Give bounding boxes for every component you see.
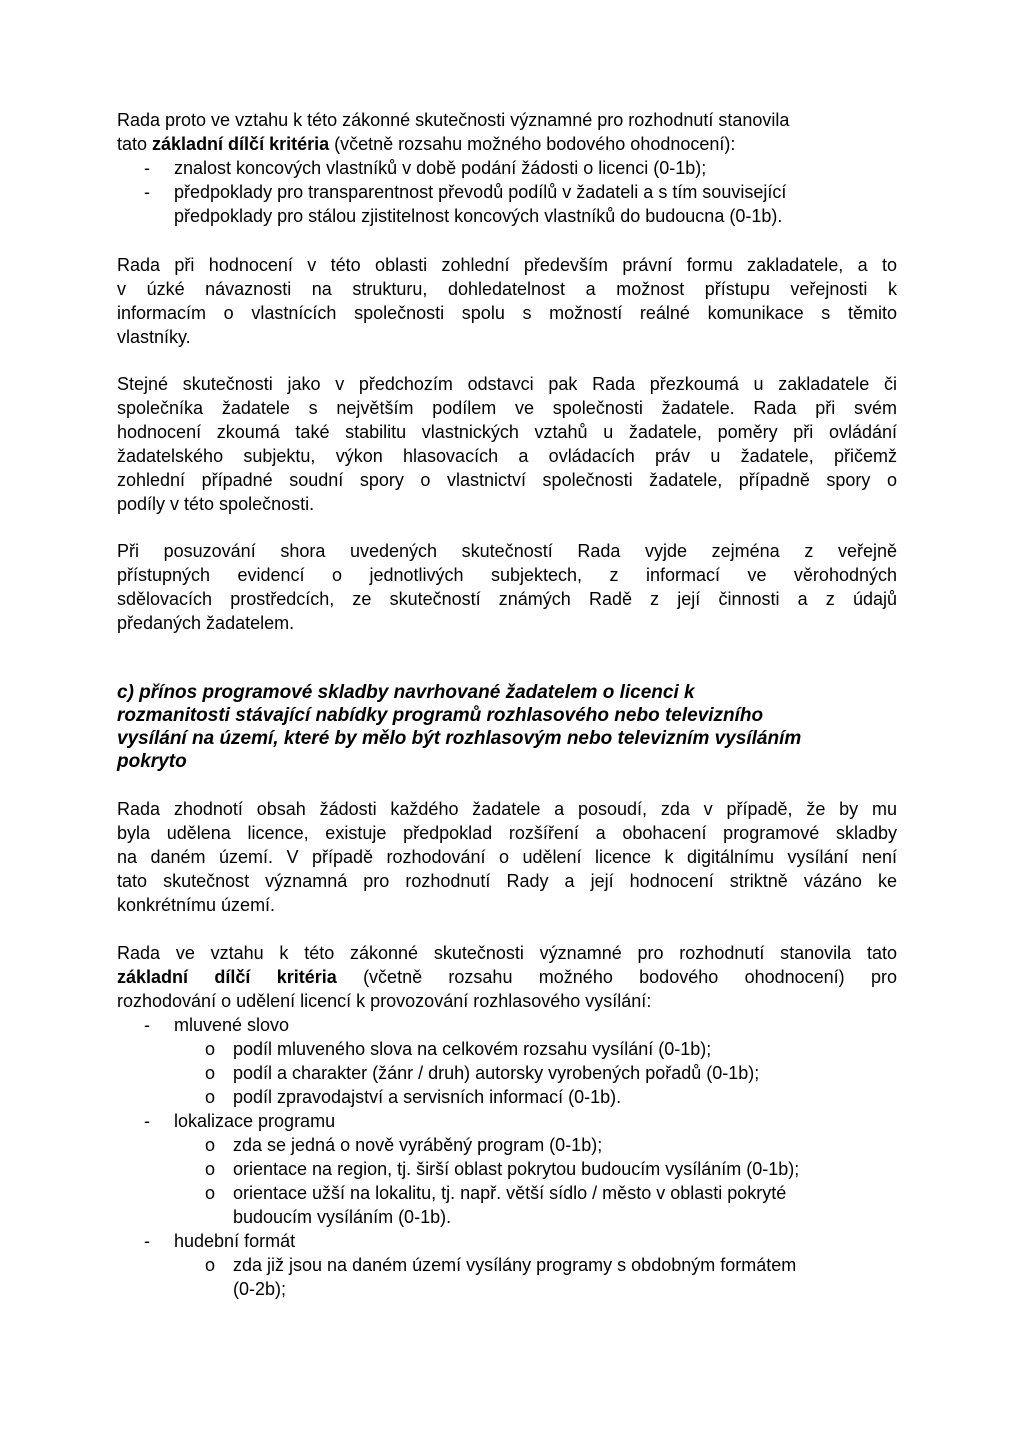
list-dash: - xyxy=(144,158,150,178)
criteria-subitem-text: (0-2b); xyxy=(233,1279,287,1299)
intro-item-2-line-1: předpoklady pro transparentnost převodů podílů v žadateli a s tím související xyxy=(174,182,787,202)
paragraph-3 xyxy=(117,539,897,635)
criteria-subitem xyxy=(117,1037,917,1061)
paragraph-line xyxy=(117,965,897,989)
paragraph-line: v úzké návaznosti na strukturu, dohledatelnost a možnost přístupu veřejnosti k xyxy=(117,279,897,299)
criteria-subitem xyxy=(117,1181,917,1229)
list-bullet: o xyxy=(205,1159,216,1179)
intro-item-1: znalost koncových vlastníků v době podání žádosti o licenci (0-1b); xyxy=(174,158,707,178)
paragraph-line: společníka žadatele s největším podílem ve společnosti žadatele. Rada při svém xyxy=(117,398,897,418)
paragraph-line: přístupných evidencí o jednotlivých subjektech, z informací ve věrohodných xyxy=(117,565,897,585)
intro-item-2-line-2: předpoklady pro stálou zjistitelnost koncových vlastníků do budoucna (0-1b). xyxy=(174,206,783,226)
paragraph-line: tato skutečnost významná pro rozhodnutí Rady a její hodnocení striktně vázáno ke xyxy=(117,871,897,891)
intro-line-2 xyxy=(117,132,897,156)
criteria-subitem-text: budoucím vysíláním (0-1b). xyxy=(233,1207,452,1227)
intro-line-1: Rada proto ve vztahu k této zákonné skutečnosti významné pro rozhodnutí stanovila xyxy=(117,110,790,130)
criteria-subitem xyxy=(117,1253,917,1301)
paragraph-line: rozhodování o udělení licencí k provozování rozhlasového vysílání: xyxy=(117,991,652,1011)
criteria-subitem-text: podíl mluveného slova na celkovém rozsahu vysílání (0-1b); xyxy=(233,1039,712,1059)
paragraph-2 xyxy=(117,372,897,516)
paragraph-1 xyxy=(117,253,897,349)
criteria-subitem-text: orientace na region, tj. širší oblast pokrytou budoucím vysíláním (0-1b); xyxy=(233,1159,800,1179)
section-heading-c xyxy=(117,681,897,773)
criteria-subitem xyxy=(117,1133,917,1157)
paragraph-5-suffix: (včetně rozsahu možného bodového ohodnocení) pro xyxy=(336,967,897,987)
heading-line: c) přínos programové skladby navrhované žadatelem o licenci k xyxy=(117,682,695,703)
criteria-subitem xyxy=(117,1061,917,1085)
criteria-group xyxy=(117,1229,917,1253)
paragraph-line: Stejné skutečnosti jako v předchozím odstavci pak Rada přezkoumá u zakladatele či xyxy=(117,374,897,394)
paragraph-line: konkrétnímu území. xyxy=(117,895,276,915)
intro-line-2-suffix: (včetně rozsahu možného bodového ohodnocení): xyxy=(329,134,736,154)
list-dash: - xyxy=(144,1015,150,1035)
paragraph-line: Rada při hodnocení v této oblasti zohlední především právní formu zakladatele, a to xyxy=(117,255,897,275)
paragraph-line: Rada zhodnotí obsah žádosti každého žadatele a posoudí, zda v případě, že by mu xyxy=(117,799,897,819)
intro-block xyxy=(117,108,897,228)
criteria-subitem xyxy=(117,1157,917,1181)
paragraph-line: Při posuzování shora uvedených skutečností Rada vyjde zejména z veřejně xyxy=(117,541,897,561)
list-dash: - xyxy=(144,1111,150,1131)
paragraph-line: hodnocení zkoumá také stabilitu vlastnických vztahů u žadatele, poměry při ovládání xyxy=(117,422,897,442)
criteria-group xyxy=(117,1013,917,1037)
list-bullet: o xyxy=(205,1183,216,1203)
criteria-group xyxy=(117,1109,917,1133)
criteria-group-label: hudební formát xyxy=(174,1231,296,1251)
paragraph-line: sdělovacích prostředcích, ze skutečností známých Radě z její činnosti a z údajů xyxy=(117,589,897,609)
criteria-list xyxy=(117,1013,917,1301)
paragraph-line: žadatelského subjektu, výkon hlasovacích a ovládacích práv u žadatele, přičemž xyxy=(117,446,897,466)
intro-list-item xyxy=(117,180,897,228)
list-bullet: o xyxy=(205,1063,216,1083)
intro-list-item xyxy=(117,156,897,180)
criteria-subitem-text: podíl a charakter (žánr / druh) autorsky vyrobených pořadů (0-1b); xyxy=(233,1063,760,1083)
criteria-subitem-text: podíl zpravodajství a servisních informací (0-1b). xyxy=(233,1087,622,1107)
criteria-subitem-text: zda již jsou na daném území vysílány programy s obdobným formátem xyxy=(233,1255,797,1275)
intro-line-2-prefix: tato xyxy=(117,134,153,154)
paragraph-line: informacím o vlastnících společnosti spolu s možností reálné komunikace s těmito xyxy=(117,303,897,323)
paragraph-line: byla udělena licence, existuje předpoklad rozšíření a obohacení programové skladby xyxy=(117,823,897,843)
paragraph-4 xyxy=(117,797,897,917)
heading-line: vysílání na území, které by mělo být rozhlasovým nebo televizním vysíláním xyxy=(117,728,802,749)
list-dash: - xyxy=(144,182,150,202)
criteria-group-label: mluvené slovo xyxy=(174,1015,290,1035)
heading-line: rozmanitosti stávající nabídky programů rozhlasového nebo televizního xyxy=(117,705,764,726)
heading-line: pokryto xyxy=(117,751,187,772)
list-bullet: o xyxy=(205,1039,216,1059)
paragraph-line: Rada ve vztahu k této zákonné skutečnosti významné pro rozhodnutí stanovila tato xyxy=(117,943,897,963)
paragraph-5-bold: základní dílčí kritéria xyxy=(117,967,337,987)
list-bullet: o xyxy=(205,1255,216,1275)
criteria-subitem-text: orientace užší na lokalitu, tj. např. větší sídlo / město v oblasti pokryté xyxy=(233,1183,787,1203)
paragraph-5 xyxy=(117,941,897,1013)
paragraph-line: na daném území. V případě rozhodování o udělení licence k digitálnímu vysílání není xyxy=(117,847,897,867)
paragraph-line: zohlední případné soudní spory o vlastnictví společnosti žadatele, případně spory o xyxy=(117,470,897,490)
criteria-subitem-text: zda se jedná o nově vyráběný program (0-1b); xyxy=(233,1135,603,1155)
list-bullet: o xyxy=(205,1087,216,1107)
paragraph-line: předaných žadatelem. xyxy=(117,613,295,633)
criteria-subitem xyxy=(117,1085,917,1109)
criteria-group-label: lokalizace programu xyxy=(174,1111,336,1131)
paragraph-line: podíly v této společnosti. xyxy=(117,494,315,514)
intro-line-2-bold: základní dílčí kritéria xyxy=(152,134,330,154)
list-dash: - xyxy=(144,1231,150,1251)
list-bullet: o xyxy=(205,1135,216,1155)
paragraph-line: vlastníky. xyxy=(117,327,191,347)
